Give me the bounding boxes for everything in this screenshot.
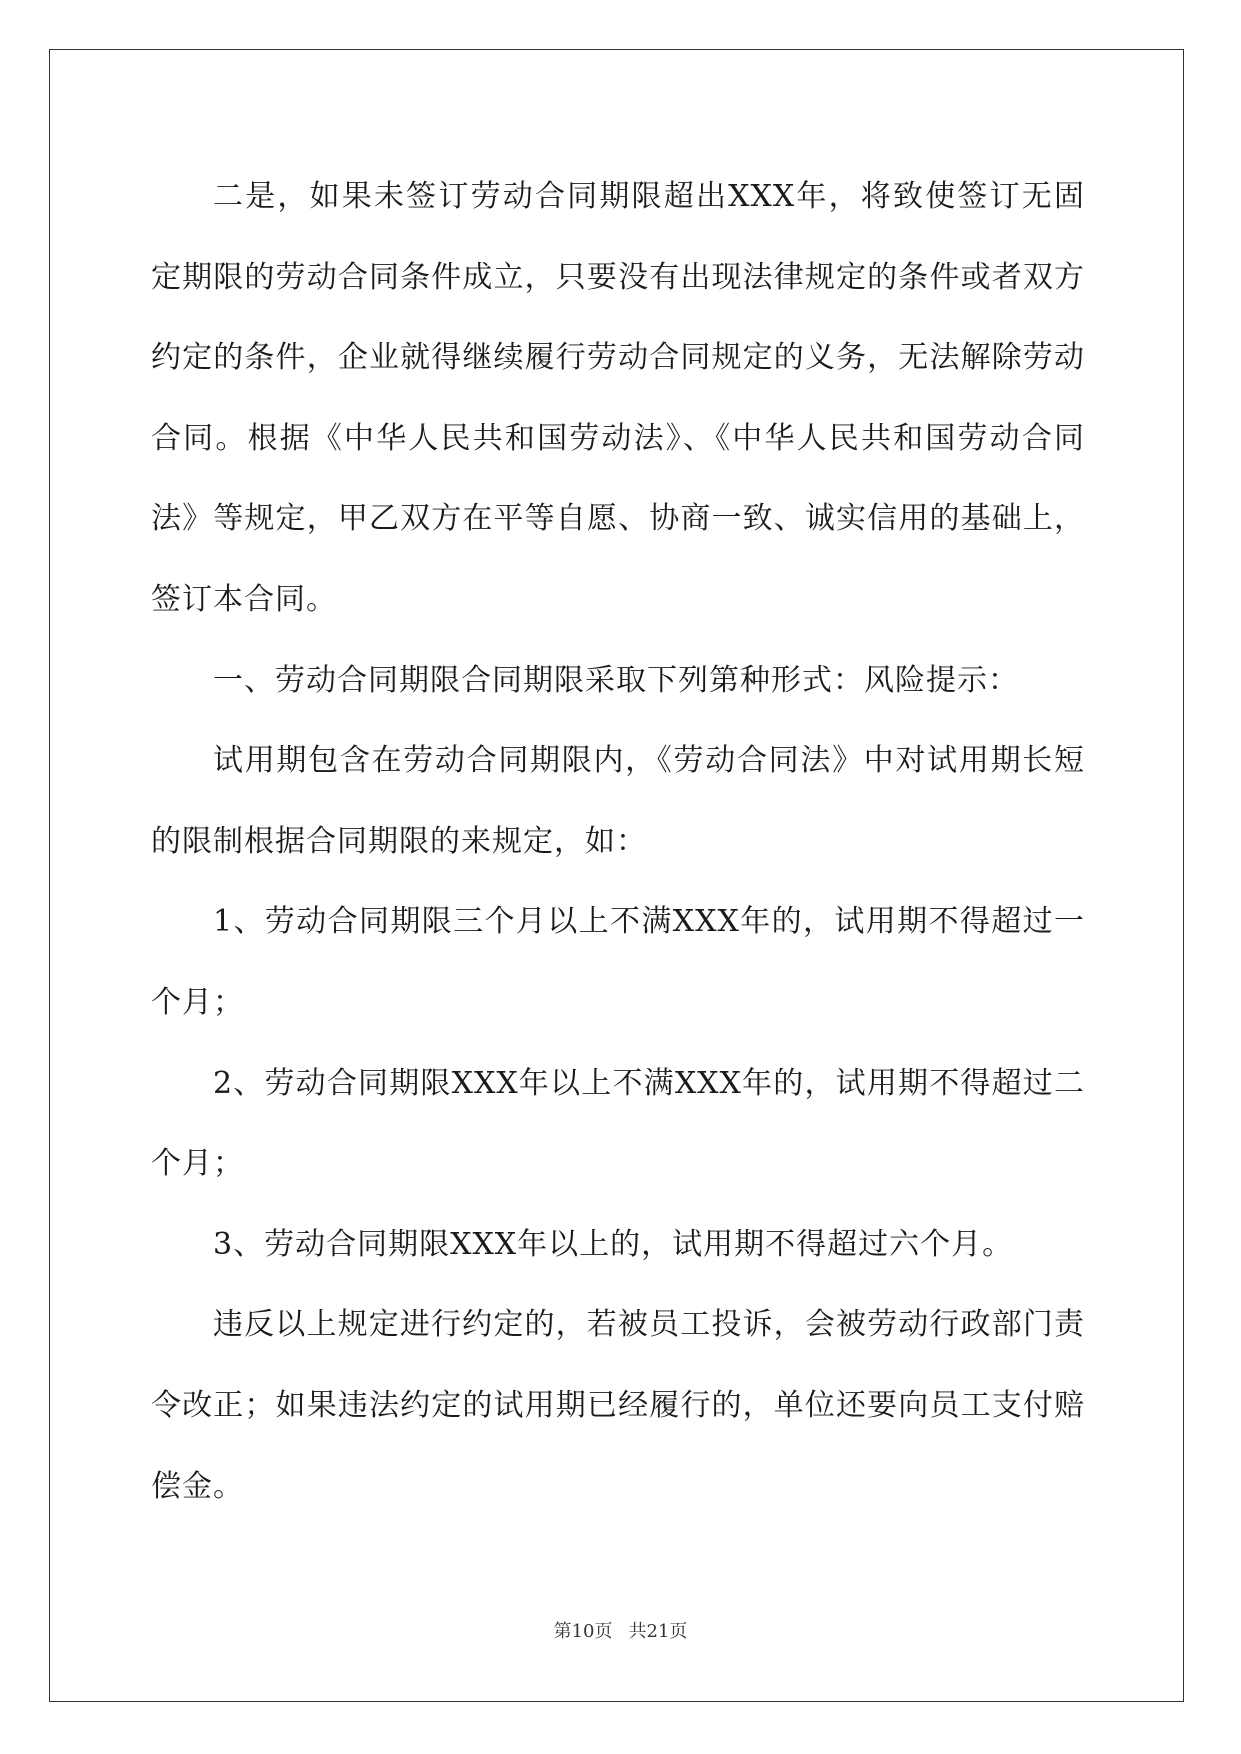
- paragraph-intro: 二是，如果未签订劳动合同期限超出XXX年，将致使签订无固定期限的劳动合同条件成立，只要没有出现法律规定的条件或者双方约定的条件，企业就得继续履行劳动合同规定的义务，无法解除劳动合同。根据《中华人民共和国劳动法》、《中华人民共和国劳动合同法》等规定，甲乙双方在平等自愿、协商一致、诚实信用的基础上，签订本合同。: [151, 179, 1085, 617]
- paragraph-section-one-heading: 一、劳动合同期限合同期限采取下列第种形式：风险提示：: [213, 662, 1019, 698]
- paragraph-probation-intro: 试用期包含在劳动合同期限内，《劳动合同法》中对试用期长短的限制根据合同期限的来规定，如：: [151, 743, 1085, 859]
- page-total: 共21页: [628, 1621, 688, 1642]
- paragraph-penalty: 违反以上规定进行约定的，若被员工投诉，会被劳动行政部门责令改正；如果违法约定的试用期已经履行的，单位还要向员工支付赔偿金。: [151, 1307, 1085, 1504]
- page-number: 第10页: [553, 1621, 613, 1642]
- page-footer: [0, 1617, 1241, 1643]
- paragraph-rule-2: 2、劳动合同期限XXX年以上不满XXX年的，试用期不得超过二个月；: [151, 1065, 1085, 1182]
- document-body: [151, 157, 1085, 1527]
- paragraph-rule-3: 3、劳动合同期限XXX年以上的，试用期不得超过六个月。: [213, 1226, 1014, 1262]
- paragraph-rule-1: 1、劳动合同期限三个月以上不满XXX年的，试用期不得超过一个月；: [151, 904, 1085, 1020]
